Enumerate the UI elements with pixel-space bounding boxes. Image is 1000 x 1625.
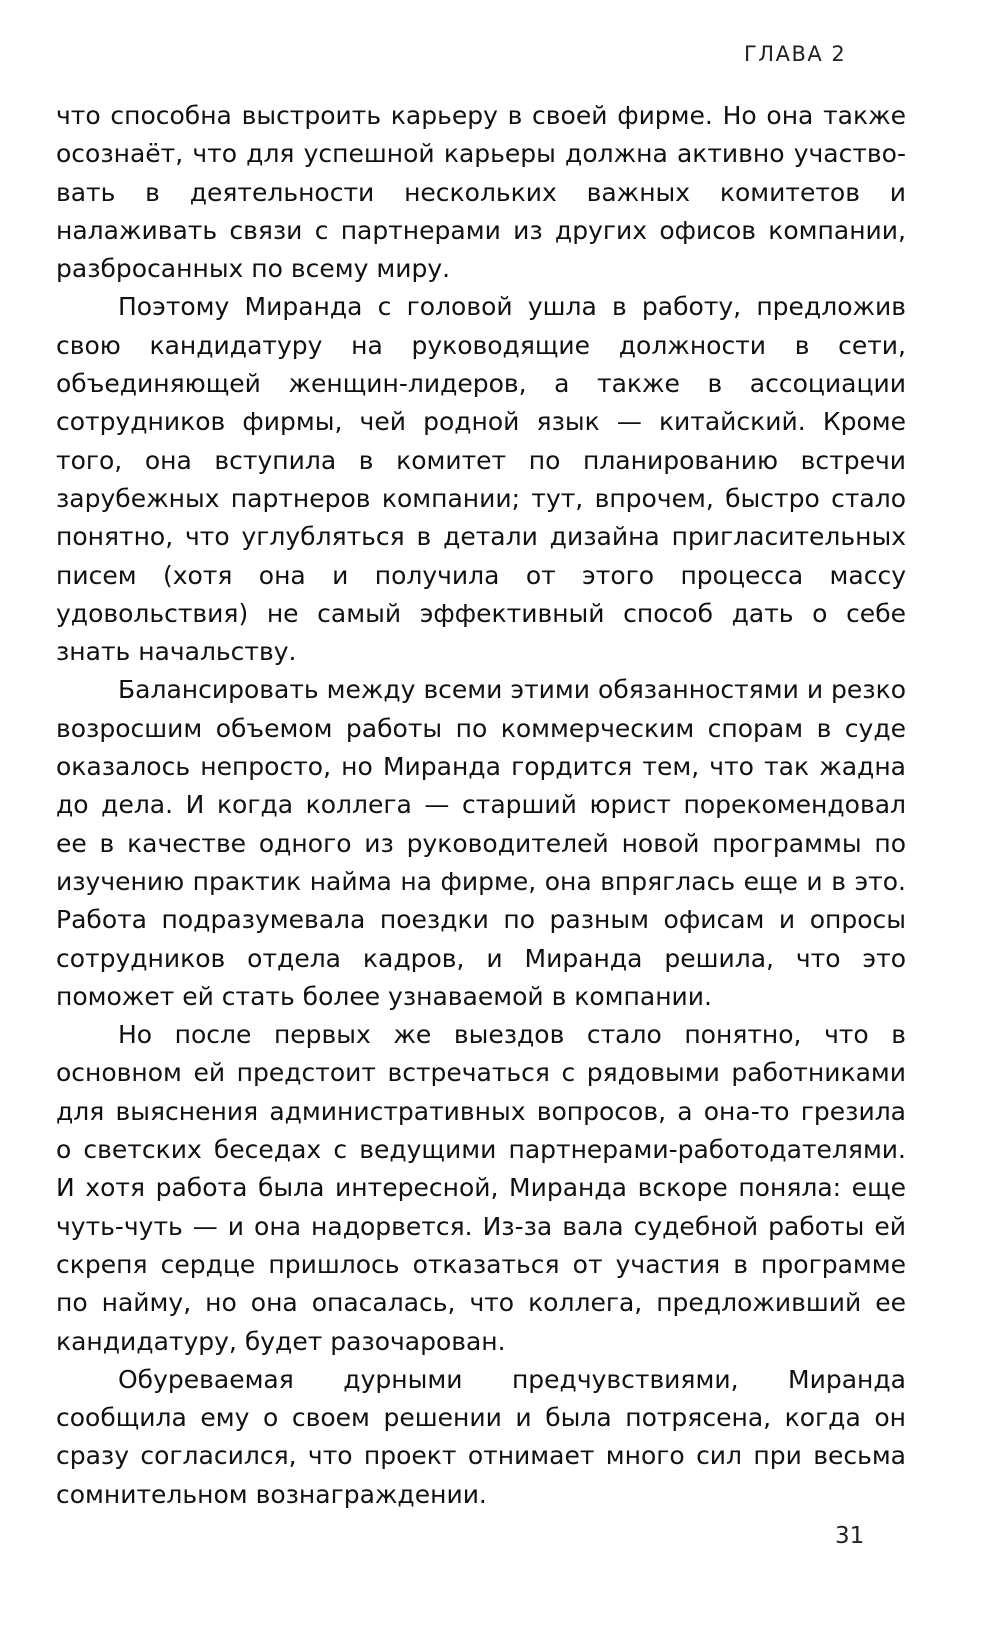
chapter-running-header: ГЛАВА 2 [744,42,847,66]
paragraph: Обуреваемая дурными предчувствиями, Миранда сообщила ему о своем решении и была потрясена, когда он сразу согласился, что проект отнимает много сил при весьма сомнительном вознаграждении. [56,1364,906,1509]
paragraph: Поэтому Миранда с головой ушла в работу, предложив свою кандидатуру на руководящие должности в сети, объединяющей женщин-лидеров, а также в ассоциации сотрудников фирмы, чей родной язык — китайский. Кроме того, она вступила в комитет по планированию встречи зарубежных партнеров компании; тут, впрочем, быстро стало понятно, что углубляться в детали дизайна пригласительных писем (хотя она и получила от этого процесса массу удовольствия) не самый эффективный способ дать о себе знать начальству. [56,292,906,667]
body-text [56,97,906,1514]
paragraph: Балансировать между всеми этими обязанностями и резко возросшим объемом работы по коммерческим спорам в суде оказалось непросто, но Миранда гордится тем, что так жадна до дела. И когда коллега — старший юрист порекомендовал ее в качестве одного из руководителей новой программы по изучению практик найма на фирме, она впряглась еще и в это. Работа подразумевала поездки по разным офисам и опросы сотрудников отдела кадров, и Миранда решила, что это поможет ей стать более узнаваемой в компании. [56,675,906,1011]
paragraph: что способна выстроить карьеру в своей фирме. Но она также осознаёт, что для успешной карьеры должна активно участвовать в деятельности нескольких важных комитетов и налаживать связи с партнерами из других офисов компании, разбросанных по всему миру. [56,101,906,284]
page-number: 31 [835,1523,865,1549]
paragraph: Но после первых же выездов стало понятно, что в основном ей предстоит встречаться с рядовыми работниками для выяснения административных вопросов, а она-то грезила о светских беседах с ведущими партнерами-работодателями. И хотя работа была интересной, Миранда вскоре поняла: еще чуть-чуть — и она надорвется. Из-за вала судебной работы ей скрепя сердце пришлось отказаться от участия в программе по найму, но она опасалась, что коллега, предложивший ее кандидатуру, будет разочарован. [56,1020,906,1356]
